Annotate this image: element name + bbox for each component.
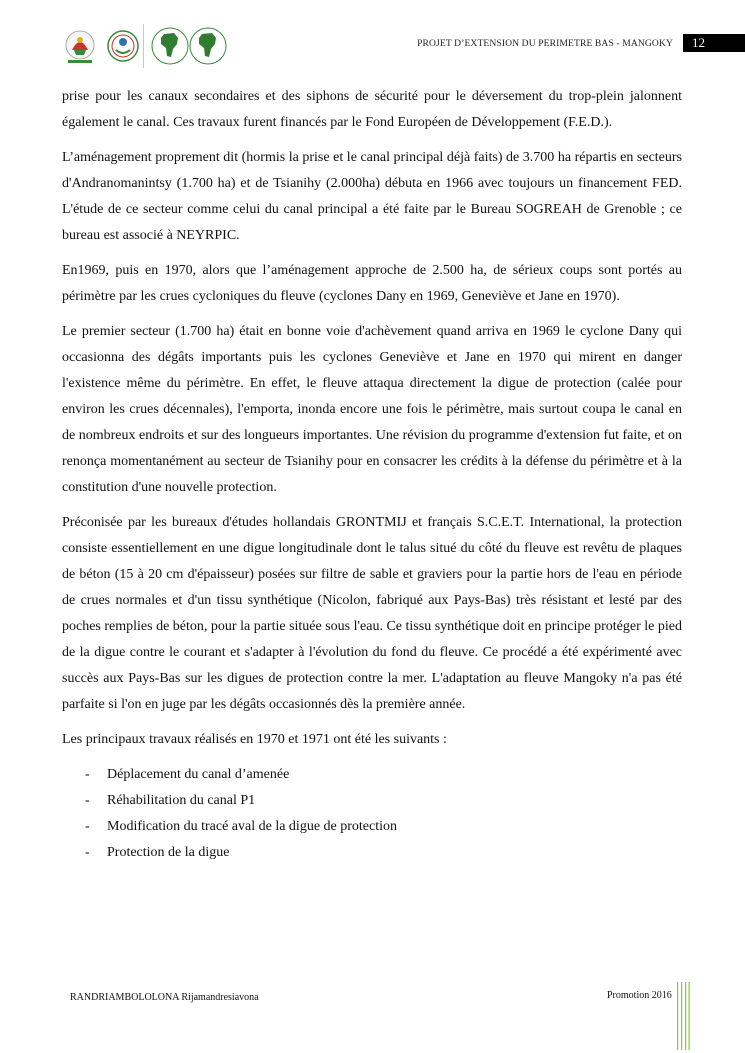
- republic-emblem-logo: [62, 28, 98, 66]
- paragraph: Le premier secteur (1.700 ha) était en bonne voie d'achèvement quand arriva en 1969 le cyclone Dany qui occasionna des dégâts importants puis les cyclones Geneviève et Jane en 1970 qui mirent en danger l'existence même du périmètre. En effet, le fleuve attaqua directement la digue de protection (calée pour environ les crues décennales), l'emporta, inonda encore une fois le périmètre, mais surtout coupa le canal en de nombreux endroits et sur des longueurs importantes. Une révision du programme d'extension fut faite, et on renonça momentanément au secteur de Tsianihy pour en consacrer les crédits à la défense du périmètre et à la constitution d'une nouvelle protection.: [62, 324, 682, 495]
- body-text: [62, 84, 682, 866]
- header-title: PROJET D’EXTENSION DU PERIMETRE BAS - MANGOKY: [417, 38, 673, 49]
- paragraph: Préconisée par les bureaux d'études hollandais GRONTMIJ et français S.C.E.T. International, la protection consiste essentiellement en une digue longitudinale dont le talus situé du côté du fleuve est revêtu de plaques de béton (15 à 20 cm d'épaisseur) posées sur filtre de sable et graviers pour la partie hors de l'eau en période de crues normales et d'un tissu synthétique (Nicolon, fabriqué aux Pays-Bas) très résistant et lesté par des poches remplies de béton, pour la partie située sous l'eau. Ce tissu synthétique doit en principe protéger le pied de la digue contre le courant et s'adapter à l'évolution du fond du fleuve. Ce procédé a été expérimenté avec succès aux Pays-Bas sur les digues de protection contre la mer. L'adaptation au fleuve Mangoky n'a pas été parfaite si l'on en juge par les dégâts occasionnés dès la première année.: [62, 515, 682, 712]
- african-development-bank-logo: [148, 24, 232, 68]
- paragraph: prise pour les canaux secondaires et des siphons de sécurité pour le déversement du trop-plein jalonnent également le canal. Ces travaux furent financés par le Fond Européen de Développement (F.E.D.).: [62, 89, 682, 130]
- list-item-text: Protection de la digue: [107, 845, 230, 860]
- bullet-marker: -: [85, 845, 90, 860]
- list-item-text: Modification du tracé aval de la digue de protection: [107, 819, 398, 834]
- bullet-marker: -: [85, 819, 90, 834]
- list-item: [62, 762, 682, 788]
- page-number: 12: [683, 34, 745, 52]
- bullet-list: [62, 762, 682, 866]
- paragraph: En1969, puis en 1970, alors que l’aménagement approche de 2.500 ha, de sérieux coups sont portés au périmètre par les crues cycloniques du fleuve (cyclones Dany en 1969, Geneviève et Jane en 1970).: [62, 263, 682, 304]
- list-item: [62, 840, 682, 866]
- ministry-seal-logo: [105, 28, 141, 66]
- footer-promotion: Promotion 2016: [607, 990, 672, 1001]
- list-item: [62, 814, 682, 840]
- paragraph: L’aménagement proprement dit (hormis la prise et le canal principal déjà faits) de 3.700 ha répartis en secteurs d'Andranomanintsy (1.700 ha) et de Tsianihy (2.000ha) débuta en 1966 avec toujours un financement FED. L'étude de ce secteur comme celui du canal principal a été faite par le Bureau SOGREAH de Grenoble ; ce bureau est associé à NEYRPIC.: [62, 150, 682, 243]
- footer-decorative-bars: [676, 982, 690, 1050]
- bullet-marker: -: [85, 767, 90, 782]
- paragraph: Les principaux travaux réalisés en 1970 et 1971 ont été les suivants :: [62, 732, 447, 747]
- footer-author: RANDRIAMBOLOLONA Rijamandresiavona: [70, 992, 259, 1003]
- logo-separator: [143, 24, 144, 68]
- list-item: [62, 788, 682, 814]
- bullet-marker: -: [85, 793, 90, 808]
- list-item-text: Déplacement du canal d’amenée: [107, 767, 290, 782]
- list-item-text: Réhabilitation du canal P1: [107, 793, 256, 808]
